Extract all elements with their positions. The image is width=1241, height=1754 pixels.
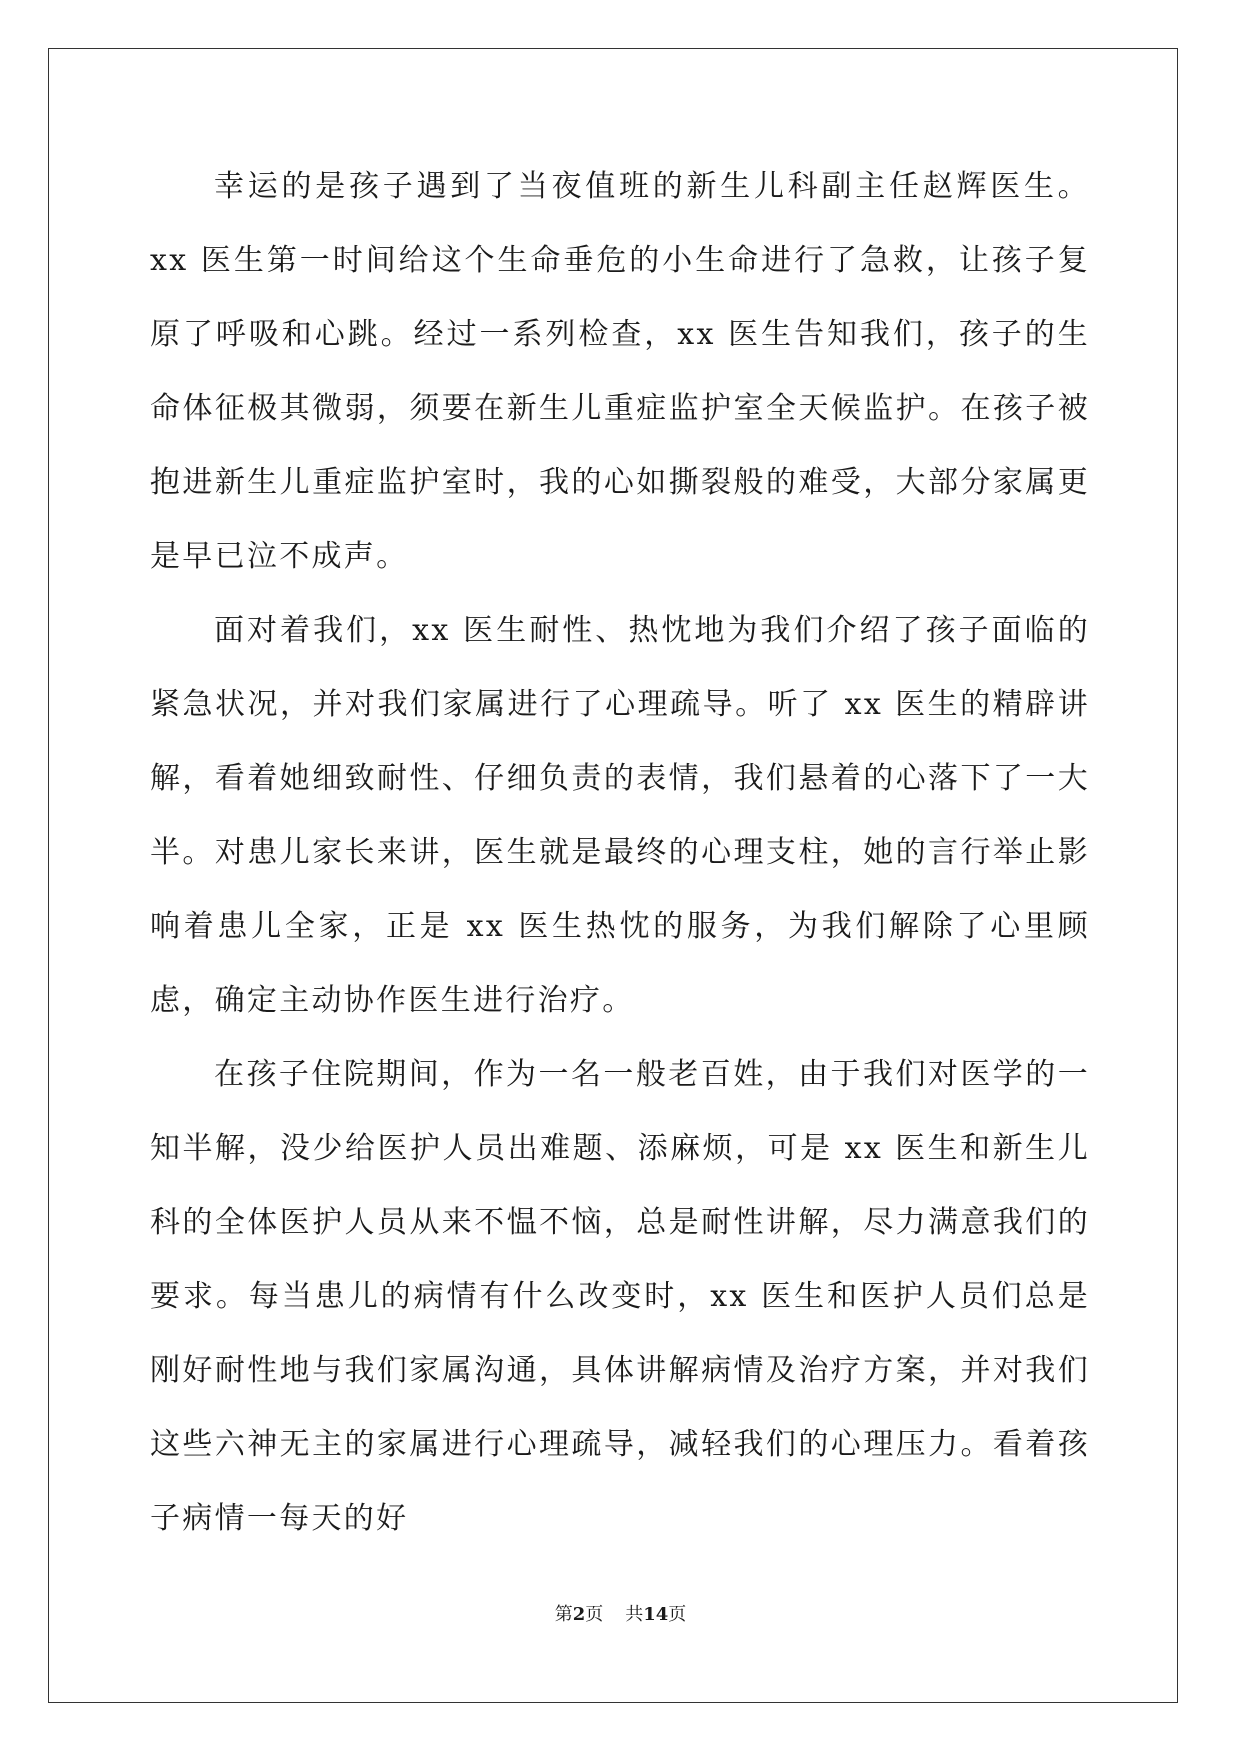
total-prefix: 共 <box>625 1604 644 1625</box>
total-suffix: 页 <box>668 1604 687 1625</box>
document-body <box>150 150 1090 1556</box>
page-number: 2 <box>572 1604 586 1625</box>
paragraph-3: 在孩子住院期间，作为一名一般老百姓，由于我们对医学的一知半解，没少给医护人员出难题、添麻烦，可是 xx 医生和新生儿科的全体医护人员从来不愠不恼，总是耐性讲解，尽力满意我们的要求。每当患儿的病情有什么改变时，xx 医生和医护人员们总是刚好耐性地与我们家属沟通，具体讲解病情及治疗方案，并对我们这些六神无主的家属进行心理疏导，减轻我们的心理压力。看着孩子病情一每天的好 <box>150 1057 1090 1536</box>
paragraph-1: 幸运的是孩子遇到了当夜值班的新生儿科副主任赵辉医生。xx 医生第一时间给这个生命垂危的小生命进行了急救，让孩子复原了呼吸和心跳。经过一系列检查，xx 医生告知我们，孩子的生命体征极其微弱，须要在新生儿重症监护室全天候监护。在孩子被抱进新生儿重症监护室时，我的心如撕裂般的难受，大部分家属更是早已泣不成声。 <box>150 169 1090 574</box>
page-footer <box>0 1600 1241 1626</box>
total-pages: 14 <box>643 1604 669 1625</box>
page-prefix: 第 <box>554 1604 573 1625</box>
page-suffix: 页 <box>585 1604 604 1625</box>
paragraph-2: 面对着我们，xx 医生耐性、热忱地为我们介绍了孩子面临的紧急状况，并对我们家属进行了心理疏导。听了 xx 医生的精辟讲解，看着她细致耐性、仔细负责的表情，我们悬着的心落下了一大半。对患儿家长来讲，医生就是最终的心理支柱，她的言行举止影响着患儿全家，正是 xx 医生热忱的服务，为我们解除了心里顾虑，确定主动协作医生进行治疗。 <box>150 613 1090 1018</box>
